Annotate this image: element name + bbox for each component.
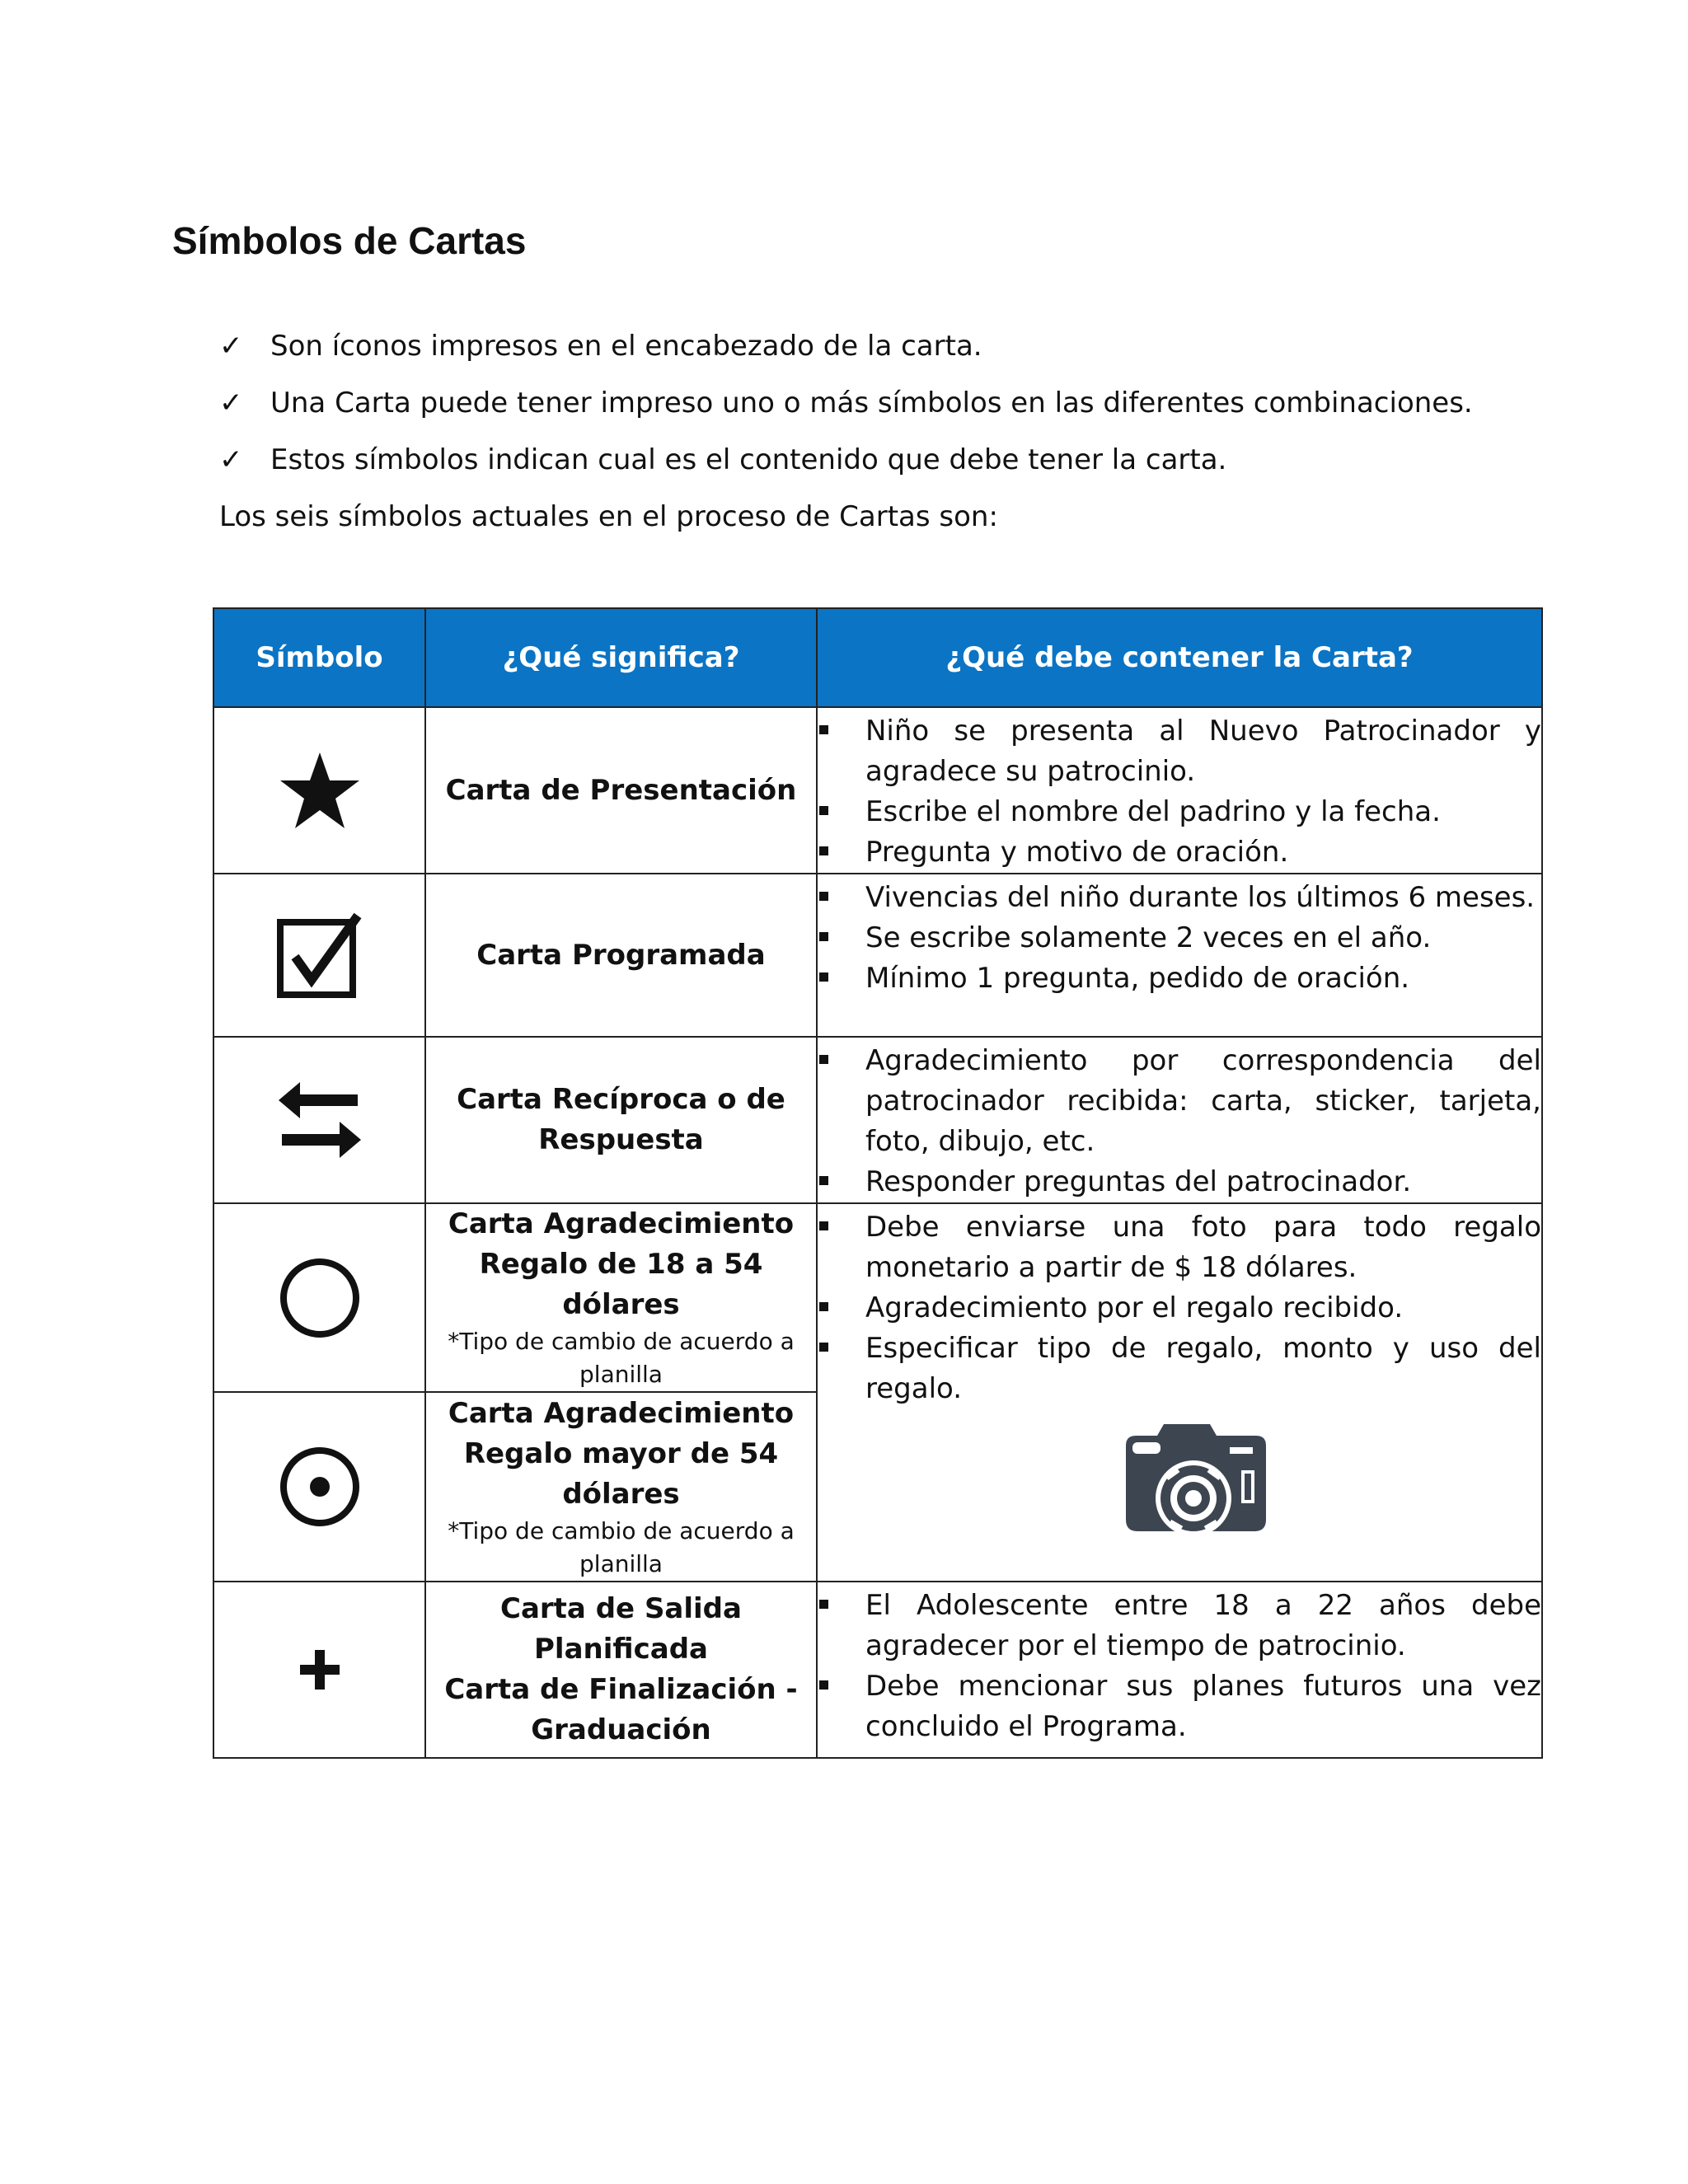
content-list xyxy=(818,1038,1541,1202)
circle-dot-icon xyxy=(279,1446,361,1528)
content-list xyxy=(818,1204,1541,1409)
content-list xyxy=(818,874,1541,999)
bullet-item xyxy=(219,318,1473,375)
symbol-cell xyxy=(213,1392,425,1582)
plus-icon xyxy=(298,1648,341,1691)
checkmark-icon: ✓ xyxy=(219,387,243,419)
circle-icon xyxy=(279,1257,361,1339)
table-row xyxy=(213,1582,1542,1758)
content-cell xyxy=(817,1037,1542,1203)
square-bullet-icon xyxy=(819,1055,828,1064)
list-item: Debe mencionar sus planes futuros una vez concluido el Programa. xyxy=(818,1666,1541,1747)
meaning-title: Carta de Presentación xyxy=(445,773,797,807)
meaning-note: *Tipo de cambio de acuerdo a planilla xyxy=(448,1516,795,1577)
square-bullet-icon xyxy=(819,1600,828,1609)
symbol-cell xyxy=(213,1037,425,1203)
star-icon xyxy=(279,751,361,830)
list-item: Responder preguntas del patrocinador. xyxy=(818,1162,1541,1202)
meaning-title: Carta Agradecimiento xyxy=(448,1396,795,1430)
square-bullet-icon xyxy=(819,1302,828,1311)
list-item: Especificar tipo de regalo, monto y uso del regalo. xyxy=(818,1329,1541,1409)
meaning-title: Carta de Salida Planificada xyxy=(500,1592,742,1666)
content-cell xyxy=(817,1203,1542,1582)
table-header-row xyxy=(213,608,1542,707)
square-bullet-icon xyxy=(819,846,828,855)
list-item: Niño se presenta al Nuevo Patrocinador y agradece su patrocinio. xyxy=(818,711,1541,792)
page-title: Símbolos de Cartas xyxy=(172,219,527,262)
header-content: ¿Qué debe contener la Carta? xyxy=(817,608,1542,707)
list-item: Debe enviarse una foto para todo regalo monetario a partir de $ 18 dólares. xyxy=(818,1207,1541,1288)
square-bullet-icon xyxy=(819,1680,828,1690)
bullet-item xyxy=(219,375,1473,432)
list-item: Escribe el nombre del padrino y la fecha. xyxy=(818,792,1541,832)
camera-icon xyxy=(1118,1421,1274,1541)
table-row xyxy=(213,707,1542,874)
meaning-subtitle: Regalo de 18 a 54 dólares xyxy=(479,1248,763,1321)
table-row xyxy=(213,1203,1542,1392)
intro-paragraph: Los seis símbolos actuales en el proceso de Cartas son: xyxy=(219,500,998,533)
list-item: Mínimo 1 pregunta, pedido de oración. xyxy=(818,958,1541,999)
checkmark-icon: ✓ xyxy=(219,330,243,363)
list-item: Se escribe solamente 2 veces en el año. xyxy=(818,918,1541,958)
square-bullet-icon xyxy=(819,1343,828,1352)
meaning-title: Carta Agradecimiento xyxy=(448,1207,795,1240)
square-bullet-icon xyxy=(819,892,828,901)
symbol-cell xyxy=(213,1203,425,1392)
list-item: Agradecimiento por el regalo recibido. xyxy=(818,1288,1541,1329)
meaning-cell xyxy=(425,1203,817,1392)
content-cell xyxy=(817,874,1542,1037)
symbols-table xyxy=(213,607,1543,1759)
meaning-title: Carta Recíproca o de Respuesta xyxy=(457,1083,785,1156)
meaning-title: Carta Programada xyxy=(476,938,766,972)
symbol-cell xyxy=(213,1582,425,1758)
meaning-subtitle: Regalo mayor de 54 dólares xyxy=(463,1436,779,1511)
list-item: Vivencias del niño durante los últimos 6 meses. xyxy=(818,878,1541,918)
meaning-subtitle: Carta de Finalización - Graduación xyxy=(444,1673,798,1746)
list-item: Pregunta y motivo de oración. xyxy=(818,832,1541,873)
bullet-text: Estos símbolos indican cual es el contenido que debe tener la carta. xyxy=(270,443,1227,476)
header-symbol: Símbolo xyxy=(213,608,425,707)
meaning-cell xyxy=(425,707,817,874)
table-row xyxy=(213,874,1542,1037)
symbol-cell xyxy=(213,707,425,874)
intro-bullet-list xyxy=(219,318,1473,489)
meaning-cell xyxy=(425,1392,817,1582)
checkmark-icon: ✓ xyxy=(219,443,243,476)
bullet-text: Son íconos impresos en el encabezado de la carta. xyxy=(270,330,982,363)
square-bullet-icon xyxy=(819,972,828,982)
square-bullet-icon xyxy=(819,725,828,734)
content-cell xyxy=(817,1582,1542,1758)
header-meaning: ¿Qué significa? xyxy=(425,608,817,707)
bullet-text: Una Carta puede tener impreso uno o más símbolos en las diferentes combinaciones. xyxy=(270,387,1473,419)
square-bullet-icon xyxy=(819,1221,828,1230)
list-item: Agradecimiento por correspondencia del patrocinador recibida: carta, sticker, tarjeta, foto, dibujo, etc. xyxy=(818,1041,1541,1162)
table-row xyxy=(213,1037,1542,1203)
symbol-cell xyxy=(213,874,425,1037)
content-cell xyxy=(817,707,1542,874)
exchange-arrows-icon xyxy=(279,1080,361,1160)
square-bullet-icon xyxy=(819,932,828,941)
meaning-cell xyxy=(425,874,817,1037)
bullet-item xyxy=(219,432,1473,489)
square-bullet-icon xyxy=(819,1176,828,1185)
meaning-cell xyxy=(425,1037,817,1203)
meaning-cell xyxy=(425,1582,817,1758)
square-bullet-icon xyxy=(819,806,828,815)
meaning-note: *Tipo de cambio de acuerdo a planilla xyxy=(448,1328,795,1388)
list-item: El Adolescente entre 18 a 22 años debe agradecer por el tiempo de patrocinio. xyxy=(818,1586,1541,1666)
content-list xyxy=(818,708,1541,873)
content-list xyxy=(818,1582,1541,1747)
checkbox-icon xyxy=(275,912,364,998)
